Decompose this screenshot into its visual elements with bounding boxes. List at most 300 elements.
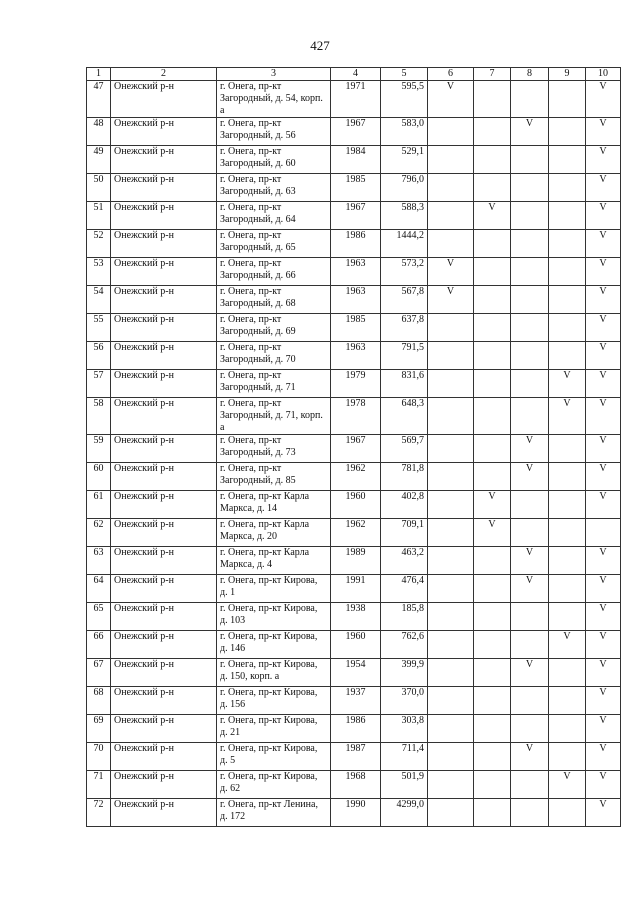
area-cell: 476,4 [381,575,428,603]
mark-cell-9 [549,118,586,146]
mark-cell-6 [428,631,474,659]
address-cell: г. Онега, пр-кт Загородный, д. 69 [217,314,331,342]
mark-cell-9 [549,314,586,342]
row-number-cell: 47 [87,81,111,118]
area-cell: 648,3 [381,398,428,435]
mark-cell-9 [549,603,586,631]
mark-cell-7: V [474,202,511,230]
column-header: 8 [511,68,549,81]
mark-cell-7 [474,342,511,370]
district-cell: Онежский р-н [111,659,217,687]
address-cell: г. Онега, пр-кт Кирова, д. 5 [217,743,331,771]
mark-cell-6 [428,687,474,715]
mark-cell-9 [549,463,586,491]
mark-cell-10: V [586,771,621,799]
district-cell: Онежский р-н [111,547,217,575]
row-number-cell: 50 [87,174,111,202]
year-built-cell: 1963 [331,342,381,370]
table-row [87,258,621,286]
mark-cell-6 [428,370,474,398]
address-cell: г. Онега, пр-кт Загородный, д. 71 [217,370,331,398]
mark-cell-10: V [586,715,621,743]
year-built-cell: 1937 [331,687,381,715]
mark-cell-9 [549,258,586,286]
district-cell: Онежский р-н [111,799,217,827]
district-cell: Онежский р-н [111,631,217,659]
table-row [87,286,621,314]
table-row [87,743,621,771]
address-cell: г. Онега, пр-кт Загородный, д. 70 [217,342,331,370]
area-cell: 1444,2 [381,230,428,258]
mark-cell-8: V [511,463,549,491]
mark-cell-9 [549,743,586,771]
mark-cell-8 [511,314,549,342]
year-built-cell: 1960 [331,631,381,659]
mark-cell-10: V [586,258,621,286]
mark-cell-10: V [586,687,621,715]
mark-cell-8 [511,174,549,202]
mark-cell-8 [511,603,549,631]
mark-cell-10: V [586,398,621,435]
mark-cell-7 [474,118,511,146]
mark-cell-7 [474,81,511,118]
mark-cell-10: V [586,286,621,314]
column-header: 3 [217,68,331,81]
district-cell: Онежский р-н [111,491,217,519]
mark-cell-9 [549,519,586,547]
mark-cell-7 [474,659,511,687]
mark-cell-6 [428,314,474,342]
row-number-cell: 64 [87,575,111,603]
mark-cell-9: V [549,370,586,398]
mark-cell-6 [428,342,474,370]
row-number-cell: 55 [87,314,111,342]
mark-cell-7 [474,258,511,286]
address-cell: г. Онега, пр-кт Кирова, д. 103 [217,603,331,631]
table-row [87,314,621,342]
area-cell: 583,0 [381,118,428,146]
mark-cell-6 [428,230,474,258]
address-cell: г. Онега, пр-кт Карла Маркса, д. 4 [217,547,331,575]
row-number-cell: 56 [87,342,111,370]
mark-cell-6 [428,398,474,435]
mark-cell-9 [549,715,586,743]
area-cell: 588,3 [381,202,428,230]
mark-cell-6 [428,771,474,799]
mark-cell-7 [474,286,511,314]
district-cell: Онежский р-н [111,771,217,799]
area-cell: 831,6 [381,370,428,398]
mark-cell-10: V [586,146,621,174]
address-cell: г. Онега, пр-кт Загородный, д. 73 [217,435,331,463]
mark-cell-8 [511,202,549,230]
mark-cell-7 [474,174,511,202]
mark-cell-8: V [511,547,549,575]
area-cell: 463,2 [381,547,428,575]
year-built-cell: 1985 [331,314,381,342]
mark-cell-7 [474,146,511,174]
address-cell: г. Онега, пр-кт Загородный, д. 65 [217,230,331,258]
year-built-cell: 1963 [331,258,381,286]
mark-cell-10: V [586,799,621,827]
table-row [87,146,621,174]
address-cell: г. Онега, пр-кт Кирова, д. 1 [217,575,331,603]
year-built-cell: 1962 [331,519,381,547]
mark-cell-8: V [511,575,549,603]
mark-cell-6 [428,603,474,631]
area-cell: 781,8 [381,463,428,491]
mark-cell-9 [549,547,586,575]
row-number-cell: 53 [87,258,111,286]
table-row [87,370,621,398]
mark-cell-9: V [549,398,586,435]
year-built-cell: 1986 [331,230,381,258]
row-number-cell: 58 [87,398,111,435]
mark-cell-10 [586,519,621,547]
row-number-cell: 68 [87,687,111,715]
mark-cell-9 [549,146,586,174]
mark-cell-8 [511,519,549,547]
year-built-cell: 1962 [331,463,381,491]
district-cell: Онежский р-н [111,398,217,435]
district-cell: Онежский р-н [111,715,217,743]
area-cell: 567,8 [381,286,428,314]
mark-cell-7 [474,771,511,799]
row-number-cell: 60 [87,463,111,491]
mark-cell-8 [511,230,549,258]
year-built-cell: 1985 [331,174,381,202]
address-cell: г. Онега, пр-кт Загородный, д. 56 [217,118,331,146]
area-cell: 573,2 [381,258,428,286]
header-row [87,68,621,81]
mark-cell-10: V [586,370,621,398]
mark-cell-9 [549,286,586,314]
mark-cell-7 [474,799,511,827]
table-row [87,799,621,827]
mark-cell-9 [549,491,586,519]
address-cell: г. Онега, пр-кт Кирова, д. 156 [217,687,331,715]
mark-cell-8 [511,342,549,370]
row-number-cell: 71 [87,771,111,799]
mark-cell-8 [511,491,549,519]
mark-cell-9 [549,575,586,603]
mark-cell-6 [428,547,474,575]
mark-cell-6: V [428,286,474,314]
table-row [87,575,621,603]
row-number-cell: 63 [87,547,111,575]
mark-cell-6 [428,743,474,771]
address-cell: г. Онега, пр-кт Загородный, д. 66 [217,258,331,286]
mark-cell-7 [474,314,511,342]
table-row [87,687,621,715]
mark-cell-9 [549,202,586,230]
row-number-cell: 61 [87,491,111,519]
address-cell: г. Онега, пр-кт Загородный, д. 60 [217,146,331,174]
table-row [87,603,621,631]
area-cell: 402,8 [381,491,428,519]
mark-cell-10: V [586,743,621,771]
mark-cell-6: V [428,258,474,286]
mark-cell-10: V [586,314,621,342]
mark-cell-10: V [586,631,621,659]
mark-cell-8: V [511,435,549,463]
table-row [87,771,621,799]
row-number-cell: 70 [87,743,111,771]
year-built-cell: 1987 [331,743,381,771]
district-cell: Онежский р-н [111,230,217,258]
mark-cell-6: V [428,81,474,118]
district-cell: Онежский р-н [111,687,217,715]
address-cell: г. Онега, пр-кт Карла Маркса, д. 14 [217,491,331,519]
year-built-cell: 1979 [331,370,381,398]
mark-cell-10: V [586,435,621,463]
table-row [87,463,621,491]
mark-cell-6 [428,146,474,174]
year-built-cell: 1984 [331,146,381,174]
mark-cell-9 [549,687,586,715]
mark-cell-7 [474,435,511,463]
mark-cell-9 [549,799,586,827]
column-header: 2 [111,68,217,81]
mark-cell-8 [511,258,549,286]
row-number-cell: 54 [87,286,111,314]
district-cell: Онежский р-н [111,258,217,286]
row-number-cell: 72 [87,799,111,827]
address-cell: г. Онега, пр-кт Загородный, д. 64 [217,202,331,230]
mark-cell-9 [549,174,586,202]
mark-cell-10: V [586,603,621,631]
mark-cell-9 [549,81,586,118]
address-cell: г. Онега, пр-кт Кирова, д. 62 [217,771,331,799]
year-built-cell: 1968 [331,771,381,799]
district-cell: Онежский р-н [111,286,217,314]
area-cell: 185,8 [381,603,428,631]
year-built-cell: 1991 [331,575,381,603]
mark-cell-7 [474,463,511,491]
area-cell: 370,0 [381,687,428,715]
district-cell: Онежский р-н [111,575,217,603]
address-cell: г. Онега, пр-кт Загородный, д. 54, корп. а [217,81,331,118]
table-row [87,435,621,463]
mark-cell-8 [511,286,549,314]
mark-cell-8 [511,146,549,174]
mark-cell-7 [474,715,511,743]
table-row [87,547,621,575]
mark-cell-10: V [586,463,621,491]
mark-cell-7 [474,743,511,771]
year-built-cell: 1938 [331,603,381,631]
mark-cell-6 [428,435,474,463]
column-header: 1 [87,68,111,81]
area-cell: 4299,0 [381,799,428,827]
area-cell: 399,9 [381,659,428,687]
row-number-cell: 49 [87,146,111,174]
table-row [87,202,621,230]
mark-cell-7 [474,603,511,631]
district-cell: Онежский р-н [111,463,217,491]
column-header: 9 [549,68,586,81]
area-cell: 595,5 [381,81,428,118]
row-number-cell: 69 [87,715,111,743]
year-built-cell: 1967 [331,202,381,230]
address-cell: г. Онега, пр-кт Загородный, д. 85 [217,463,331,491]
district-cell: Онежский р-н [111,81,217,118]
area-cell: 711,4 [381,743,428,771]
mark-cell-7 [474,370,511,398]
mark-cell-10: V [586,342,621,370]
mark-cell-8: V [511,743,549,771]
row-number-cell: 59 [87,435,111,463]
year-built-cell: 1986 [331,715,381,743]
district-cell: Онежский р-н [111,202,217,230]
mark-cell-9 [549,435,586,463]
area-cell: 303,8 [381,715,428,743]
mark-cell-6 [428,519,474,547]
year-built-cell: 1967 [331,118,381,146]
year-built-cell: 1960 [331,491,381,519]
row-number-cell: 57 [87,370,111,398]
mark-cell-6 [428,463,474,491]
year-built-cell: 1967 [331,435,381,463]
mark-cell-6 [428,491,474,519]
page-number: 427 [310,38,330,53]
area-cell: 791,5 [381,342,428,370]
table-row [87,398,621,435]
mark-cell-8 [511,398,549,435]
district-cell: Онежский р-н [111,370,217,398]
year-built-cell: 1971 [331,81,381,118]
year-built-cell: 1990 [331,799,381,827]
year-built-cell: 1989 [331,547,381,575]
table-body [87,81,621,827]
district-cell: Онежский р-н [111,146,217,174]
mark-cell-7 [474,398,511,435]
mark-cell-8 [511,81,549,118]
column-header: 4 [331,68,381,81]
table-row [87,81,621,118]
area-cell: 637,8 [381,314,428,342]
mark-cell-9 [549,230,586,258]
area-cell: 762,6 [381,631,428,659]
table-row [87,519,621,547]
district-cell: Онежский р-н [111,743,217,771]
district-cell: Онежский р-н [111,519,217,547]
column-header: 10 [586,68,621,81]
mark-cell-8 [511,715,549,743]
mark-cell-7 [474,687,511,715]
district-cell: Онежский р-н [111,314,217,342]
mark-cell-10: V [586,491,621,519]
column-header: 7 [474,68,511,81]
district-cell: Онежский р-н [111,174,217,202]
mark-cell-10: V [586,81,621,118]
row-number-cell: 65 [87,603,111,631]
area-cell: 796,0 [381,174,428,202]
mark-cell-6 [428,118,474,146]
column-header: 6 [428,68,474,81]
mark-cell-6 [428,715,474,743]
address-cell: г. Онега, пр-кт Кирова, д. 21 [217,715,331,743]
area-cell: 501,9 [381,771,428,799]
column-header: 5 [381,68,428,81]
district-cell: Онежский р-н [111,603,217,631]
table-row [87,659,621,687]
table-row [87,230,621,258]
table-row [87,118,621,146]
year-built-cell: 1963 [331,286,381,314]
mark-cell-8 [511,771,549,799]
district-cell: Онежский р-н [111,118,217,146]
table-row [87,491,621,519]
year-built-cell: 1954 [331,659,381,687]
table-row [87,174,621,202]
mark-cell-7: V [474,491,511,519]
mark-cell-8 [511,799,549,827]
area-cell: 529,1 [381,146,428,174]
mark-cell-8: V [511,118,549,146]
address-cell: г. Онега, пр-кт Карла Маркса, д. 20 [217,519,331,547]
address-cell: г. Онега, пр-кт Кирова, д. 150, корп. а [217,659,331,687]
area-cell: 709,1 [381,519,428,547]
row-number-cell: 51 [87,202,111,230]
year-built-cell: 1978 [331,398,381,435]
row-number-cell: 67 [87,659,111,687]
mark-cell-9 [549,342,586,370]
housing-registry-table [86,67,621,827]
mark-cell-8 [511,631,549,659]
mark-cell-10: V [586,575,621,603]
district-cell: Онежский р-н [111,435,217,463]
mark-cell-10: V [586,202,621,230]
mark-cell-6 [428,202,474,230]
district-cell: Онежский р-н [111,342,217,370]
mark-cell-10: V [586,174,621,202]
mark-cell-6 [428,659,474,687]
mark-cell-7 [474,230,511,258]
mark-cell-9: V [549,631,586,659]
area-cell: 569,7 [381,435,428,463]
address-cell: г. Онега, пр-кт Загородный, д. 71, корп. а [217,398,331,435]
address-cell: г. Онега, пр-кт Ленина, д. 172 [217,799,331,827]
mark-cell-10: V [586,659,621,687]
row-number-cell: 62 [87,519,111,547]
mark-cell-7 [474,631,511,659]
mark-cell-8 [511,687,549,715]
mark-cell-10: V [586,230,621,258]
mark-cell-9: V [549,771,586,799]
mark-cell-6 [428,174,474,202]
table-row [87,715,621,743]
mark-cell-6 [428,575,474,603]
mark-cell-7 [474,547,511,575]
address-cell: г. Онега, пр-кт Кирова, д. 146 [217,631,331,659]
mark-cell-8: V [511,659,549,687]
mark-cell-10: V [586,547,621,575]
row-number-cell: 52 [87,230,111,258]
mark-cell-6 [428,799,474,827]
mark-cell-10: V [586,118,621,146]
mark-cell-7 [474,575,511,603]
row-number-cell: 66 [87,631,111,659]
row-number-cell: 48 [87,118,111,146]
address-cell: г. Онега, пр-кт Загородный, д. 68 [217,286,331,314]
table-row [87,342,621,370]
mark-cell-8 [511,370,549,398]
mark-cell-7: V [474,519,511,547]
mark-cell-9 [549,659,586,687]
table-row [87,631,621,659]
address-cell: г. Онега, пр-кт Загородный, д. 63 [217,174,331,202]
